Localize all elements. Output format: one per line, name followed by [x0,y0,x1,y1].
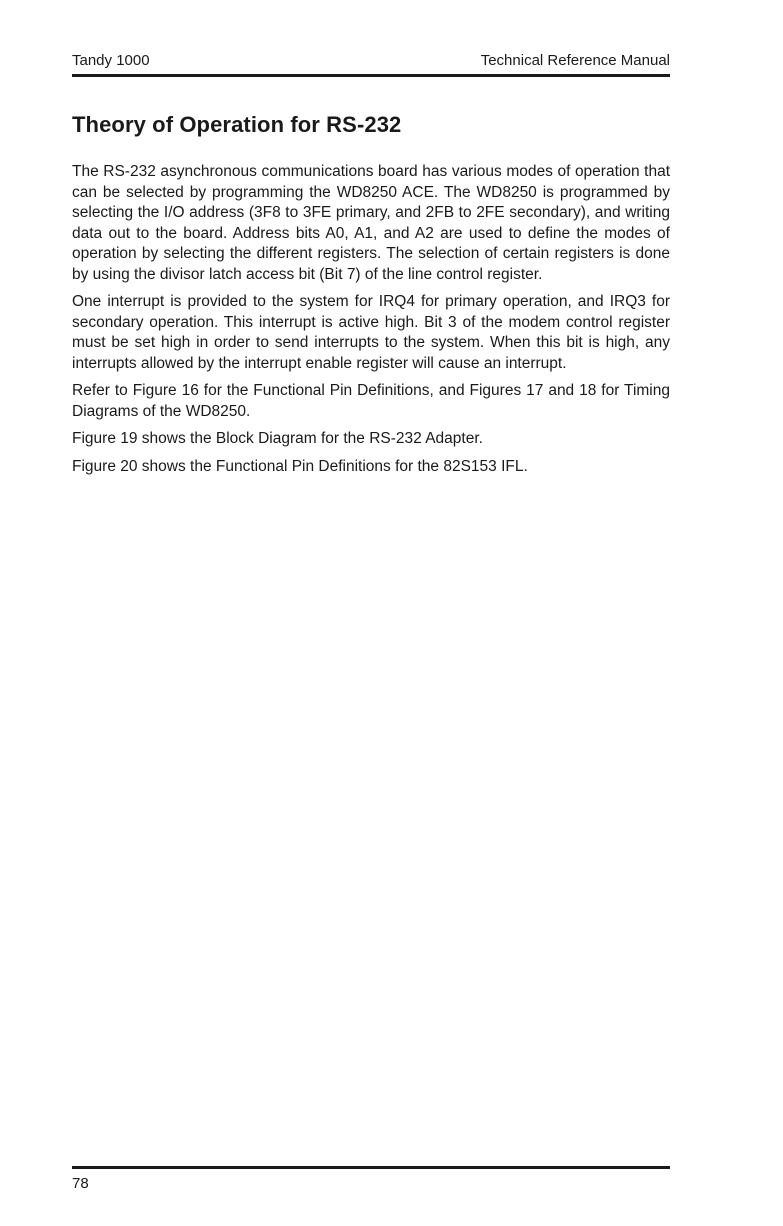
footer-rule [72,1166,670,1169]
header-product-name: Tandy 1000 [72,52,150,69]
paragraph-rs232-modes: The RS-232 asynchronous communications board has various modes of operation that can be selected by programming the WD8250 ACE. The WD8250 is programmed by selecting the I/O address (3F8 to 3FE primary, and 2FB to 2FE secondary), and writing data out to the board. Address bits A0, A1, and A2 are used to define the modes of operation by selecting the different registers. The selection of certain registers is done by using the divisor latch access bit (Bit 7) of the line control register. [72,163,670,283]
running-header [72,52,670,72]
page-number: 78 [72,1175,89,1192]
paragraph-block-diagram: Figure 19 shows the Block Diagram for the RS-232 Adapter. [72,430,483,447]
header-rule [72,74,670,77]
paragraph-pin-definitions: Figure 20 shows the Functional Pin Definitions for the 82S153 IFL. [72,457,528,475]
paragraph-interrupts: One interrupt is provided to the system for IRQ4 for primary operation, and IRQ3 for secondary operation. This interrupt is active high. Bit 3 of the modem control register must be set high in order to send interrupts to the system. When this bit is high, any interrupts allowed by the interrupt enable register will cause an interrupt. [72,293,670,372]
section-body [72,162,670,484]
paragraph-figure-references: Refer to Figure 16 for the Functional Pin Definitions, and Figures 17 and 18 for Timing Diagrams of the WD8250. [72,382,670,420]
header-manual-title: Technical Reference Manual [480,52,670,69]
section-title: Theory of Operation for RS-232 [72,112,402,137]
